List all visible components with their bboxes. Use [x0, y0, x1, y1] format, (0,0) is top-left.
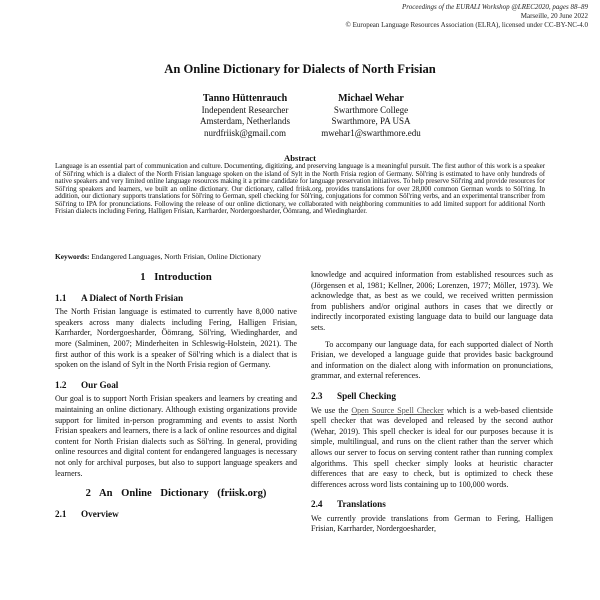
venue-date-line: Marseille, 20 June 2022 [520, 12, 588, 21]
subsection-title: Our Goal [81, 379, 119, 390]
paragraph-language-guide: To accompany our language data, for each supported dialect of North Frisian, we developed a language guide that provides basic background and information on the dialect along with information on pronunciations, grammar, and external references. [311, 339, 553, 381]
keywords-text: Endangered Languages, North Frisian, Online Dictionary [91, 252, 262, 261]
author-affiliation: Swarthmore College [333, 104, 409, 115]
abstract-heading: Abstract [284, 153, 316, 163]
proceedings-header [346, 3, 588, 31]
subsection-heading-translations [311, 499, 553, 510]
spell-text-start: We use the [311, 405, 352, 415]
spell-text-end: which is a web-based clientside spell checker that was developed and released by the second author (Wehar, 2019). This spell checker is ideal for our purposes because it is simple, multilingual, and runs on the client rather than the server which allows our server to focus on serving content rather than running complex algorithms. This spell checker simply looks at heuristic character differences that are easy to check, but is optimized to check these differences across word lists containing up to 100,000 words. [311, 405, 554, 489]
subsection-title: Translations [337, 499, 386, 510]
section-heading-online-dictionary [55, 489, 297, 500]
subsection-heading-dialect [55, 293, 297, 304]
paragraph-translations: We currently provide translations from German to Fering, Halligen Frisian, Karrharder, Nordergoesharder, [311, 513, 553, 534]
author-location: Swarthmore, PA USA [331, 116, 411, 126]
subsection-number: 1.2 [55, 379, 67, 390]
section-title: Introduction [154, 272, 212, 283]
subsection-title: Spell Checking [337, 390, 396, 401]
author-affiliation: Independent Researcher [201, 104, 289, 115]
subsection-heading-goal [55, 380, 297, 391]
subsection-heading-overview [55, 509, 297, 520]
author-name: Michael Wehar [338, 93, 404, 104]
subsection-number: 2.1 [55, 508, 67, 519]
left-column [55, 270, 297, 523]
subsection-number: 1.1 [55, 292, 67, 303]
subsection-number: 2.3 [311, 390, 323, 401]
keywords-label: Keywords: [55, 252, 90, 261]
right-column [311, 270, 553, 535]
author-block-2 [290, 93, 452, 139]
subsection-title: Overview [81, 508, 119, 519]
section-number: 1 [140, 272, 146, 283]
paragraph-dialect: The North Frisian language is estimated to currently have 8,000 native speakers across many dialects including Fering, Halligen Frisian, Karrharder, Nordergoesharder, Öömrang, Söl'ring, Wiedingharder, and more (Salminen, 2007; Minderheiten in Schleswig-Holstein, 2021). The first author of this work is a speaker of Söl'ring which is a dialect that is spoken on the island of Sylt in the North Frisia region of Germany. [55, 307, 297, 370]
license-line: © European Language Resources Association (ELRA), licensed under CC-BY-NC-4.0 [345, 21, 588, 30]
subsection-number: 2.4 [311, 499, 323, 510]
author-name: Tanno Hüttenrauch [202, 93, 288, 104]
subsection-heading-spell-checking [311, 391, 553, 402]
paragraph-goal: Our goal is to support North Frisian speakers and learners by creating and maintaining an online dictionary. Although existing organizations provide support for limited in-person programming and events to assist North Frisian speakers and learners, there is a lack of online resources and digital content for North Frisian dialects such as Söl'ring. In general, providing online resources and digital content for endangered languages is necessary not only for archival purposes, but also to support language speakers and learners. [55, 394, 297, 478]
author-location: Amsterdam, Netherlands [200, 116, 290, 126]
spell-checker-link[interactable]: Open Source Spell Checker [351, 405, 444, 415]
abstract-text: Language is an essential part of communication and culture. Documenting, digitizing, and preserving language is a meaningful pursuit. The first author of this work is a speaker of Söl'ring which is a dialect of the North Frisian language spoken on the island of Sylt in the North Frisia region of Germany. Söl'ring is estimated to have only hundreds of native speakers and very limited online language resources making it a prime candidate for language preservation initiatives. To help preserve Söl'ring and provide resources for Söl'ring speakers and learners, we built an online dictionary. Our dictionary, called friisk.org, provides translations for over 28,000 common German words to Söl'ring. In addition, our dictionary supports translations for Söl'ring to German, spell checking for Söl'ring, conjugations for common Söl'ring verbs, and an experimental transcriber from Söl'ring to IPA for pronunciations. Following the release of our online dictionary, we collaborated with neighboring communities to add limited support for additional North Frisian dialects including Fering, Halligen Frisian, Karrharder, Nordergoesharder, Öömrang, and Wiedingharder. [55, 162, 545, 216]
proceedings-line: Proceedings of the EURALI Workshop @LREC2020, pages 88–89 [402, 3, 588, 11]
keywords-line [55, 252, 545, 261]
paragraph-spell-checking [311, 406, 553, 491]
author-email: mwehar1@swarthmore.edu [321, 127, 421, 138]
section-title: An Online Dictionary (friisk.org) [98, 488, 267, 500]
section-number: 2 [85, 488, 91, 500]
section-heading-introduction [55, 273, 297, 284]
paper-title: An Online Dictionary for Dialects of North Frisian [164, 62, 436, 76]
author-email: nurdfriisk@gmail.com [203, 127, 287, 138]
subsection-title: A Dialect of North Frisian [81, 292, 184, 303]
paragraph-sources: knowledge and acquired information from established resources such as (Jörgensen et al, 1981; Kellner, 2006; Lorenzen, 1977; Möller, 1973). We acknowledge that, as best as we could, we received written permission from publishers and/or original authors in cases that we directly or indirectly incorporated existing language data to build our language data sets. [311, 270, 553, 332]
